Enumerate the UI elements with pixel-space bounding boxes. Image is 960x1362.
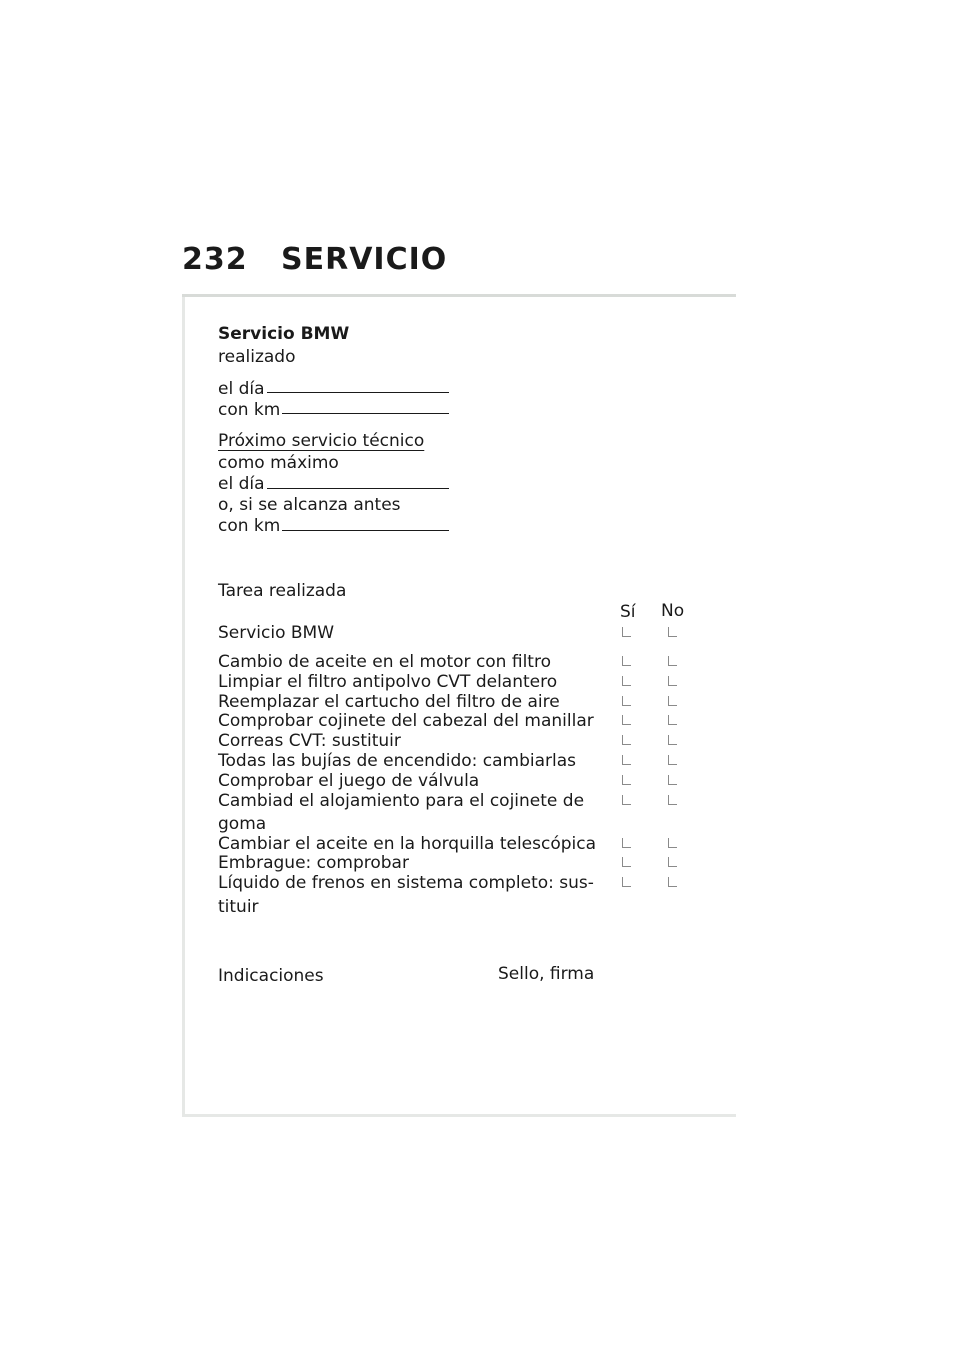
task-item: Correas CVT: sustituir: [218, 731, 401, 751]
yes-checkbox[interactable]: [622, 838, 631, 848]
page-number: 232: [182, 242, 248, 277]
service-date-field[interactable]: [267, 392, 449, 393]
left-rule: [182, 297, 185, 1117]
next-service-title: Próximo servicio técnico: [218, 431, 425, 451]
yes-checkbox[interactable]: [622, 735, 631, 745]
no-checkbox[interactable]: [668, 696, 677, 706]
no-checkbox[interactable]: [668, 775, 677, 785]
yes-checkbox[interactable]: [622, 775, 631, 785]
next-service-km-field[interactable]: [282, 530, 449, 531]
no-checkbox[interactable]: [668, 627, 677, 637]
section-title: SERVICIO: [281, 242, 448, 277]
no-checkbox[interactable]: [668, 795, 677, 805]
column-yes: Sí: [620, 602, 636, 622]
task-item: Comprobar el juego de válvula: [218, 771, 480, 791]
yes-checkbox[interactable]: [622, 715, 631, 725]
yes-checkbox[interactable]: [622, 755, 631, 765]
next-service-date-field[interactable]: [267, 488, 449, 489]
task-item-continued: tituir: [218, 897, 259, 917]
no-checkbox[interactable]: [668, 857, 677, 867]
next-service-date-label: el día: [218, 474, 265, 494]
notes-label: Indicaciones: [218, 966, 324, 986]
service-title: Servicio BMW: [218, 324, 350, 344]
task-item: Cambio de aceite en el motor con filtro: [218, 652, 551, 672]
no-checkbox[interactable]: [668, 838, 677, 848]
yes-checkbox[interactable]: [622, 877, 631, 887]
task-item: Cambiar el aceite en la horquilla telescópica: [218, 834, 597, 854]
tasks-heading: Tarea realizada: [218, 581, 347, 601]
no-checkbox[interactable]: [668, 676, 677, 686]
service-date-label: el día: [218, 379, 265, 399]
task-item: Comprobar cojinete del cabezal del manillar: [218, 711, 594, 731]
no-checkbox[interactable]: [668, 755, 677, 765]
yes-checkbox[interactable]: [622, 656, 631, 666]
yes-checkbox[interactable]: [622, 795, 631, 805]
no-checkbox[interactable]: [668, 715, 677, 725]
task-item: Reemplazar el cartucho del filtro de aire: [218, 692, 560, 712]
yes-checkbox[interactable]: [622, 696, 631, 706]
task-item: Cambiad el alojamiento para el cojinete de: [218, 791, 585, 811]
yes-checkbox[interactable]: [622, 857, 631, 867]
no-checkbox[interactable]: [668, 656, 677, 666]
next-service-line3: o, si se alcanza antes: [218, 495, 401, 515]
task-item: Limpiar el filtro antipolvo CVT delantero: [218, 672, 558, 692]
service-km-field[interactable]: [282, 413, 449, 414]
yes-checkbox[interactable]: [622, 676, 631, 686]
task-item: Servicio BMW: [218, 623, 335, 643]
no-checkbox[interactable]: [668, 877, 677, 887]
task-item: Todas las bujías de encendido: cambiarlas: [218, 751, 577, 771]
stamp-signature-label: Sello, firma: [498, 964, 595, 984]
next-service-line1: como máximo: [218, 453, 339, 473]
top-rule: [182, 294, 736, 297]
service-km-label: con km: [218, 400, 281, 420]
task-item-continued: goma: [218, 814, 267, 834]
no-checkbox[interactable]: [668, 735, 677, 745]
yes-checkbox[interactable]: [622, 627, 631, 637]
task-item: Embrague: comprobar: [218, 853, 409, 873]
column-no: No: [661, 601, 685, 621]
next-service-km-label: con km: [218, 516, 281, 536]
bottom-rule: [182, 1114, 736, 1117]
task-item: Líquido de frenos en sistema completo: sus-: [218, 873, 594, 893]
service-subtitle: realizado: [218, 347, 296, 367]
